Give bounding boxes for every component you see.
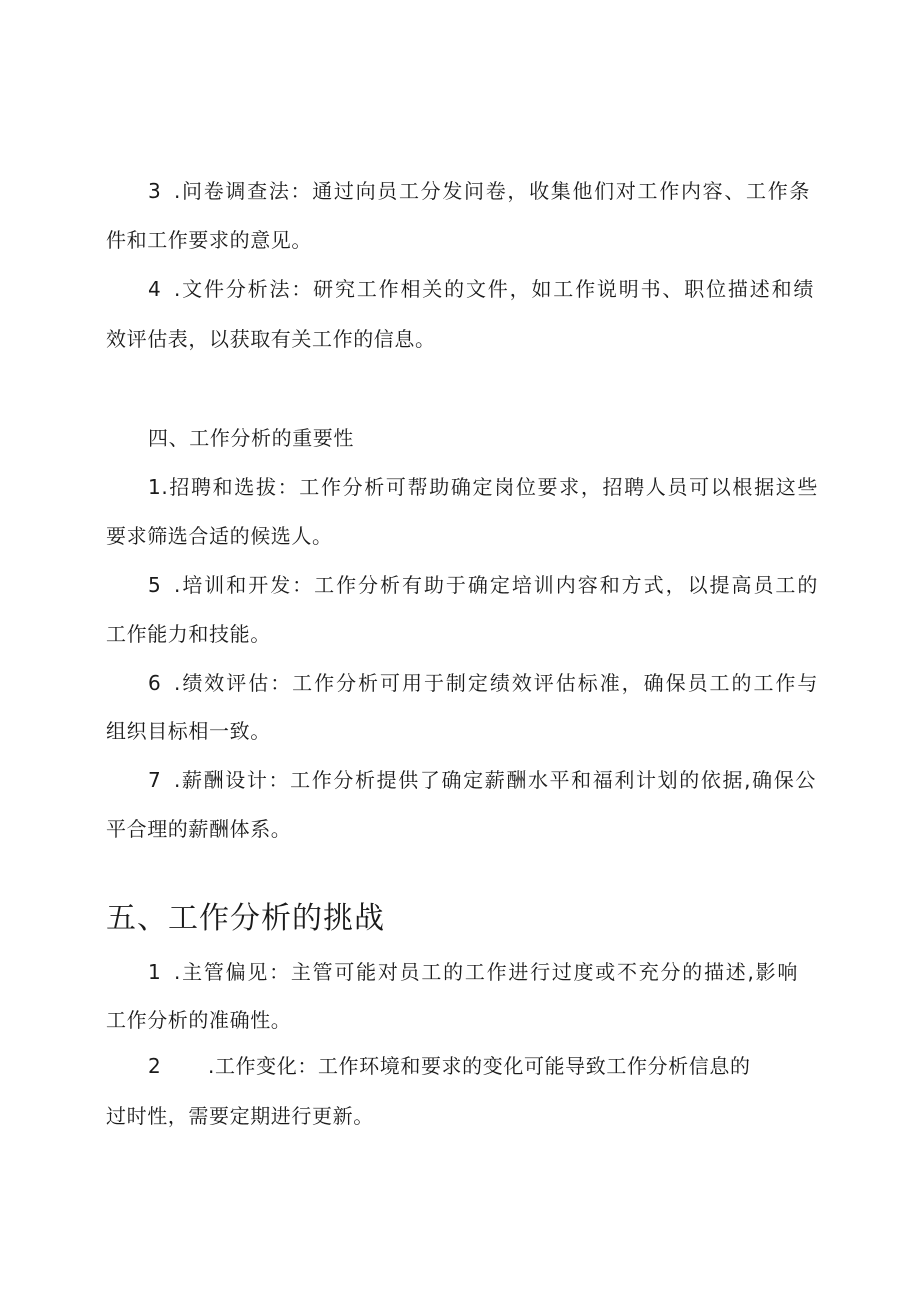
challenge-item-2-line1 xyxy=(148,1052,751,1080)
importance-item-1-line1: 1.招聘和选拔：工作分析可帮助确定岗位要求，招聘人员可以根据这些 xyxy=(148,475,818,499)
challenge-item-1-line2: 工作分析的准确性。 xyxy=(106,1008,292,1032)
item-text: .绩效评估：工作分析可用于制定绩效评估标准，确保员工的工作与 xyxy=(174,671,818,695)
item-text: .主管偏见：主管可能对员工的工作进行过度或不充分的描述,影响 xyxy=(174,960,798,984)
item-number: 4 xyxy=(148,277,162,301)
item-number: 3 xyxy=(148,179,162,203)
method-item-4-line2: 效评估表，以获取有关工作的信息。 xyxy=(106,327,436,351)
importance-item-7-line1 xyxy=(148,766,816,794)
item-text: .薪酬设计：工作分析提供了确定薪酬水平和福利计划的依据,确保公 xyxy=(174,768,816,792)
item-text: .问卷调查法：通过向员工分发问卷，收集他们对工作内容、工作条 xyxy=(174,179,810,203)
item-text: .文件分析法：研究工作相关的文件，如工作说明书、职位描述和绩 xyxy=(174,277,814,301)
importance-item-6-line2: 组织目标相一致。 xyxy=(106,719,271,743)
section-4-title: 四、工作分析的重要性 xyxy=(148,426,354,450)
importance-item-6-line1 xyxy=(148,669,818,697)
item-text: .工作变化：工作环境和要求的变化可能导致工作分析信息的 xyxy=(208,1054,751,1078)
importance-item-5-line1 xyxy=(148,571,818,599)
importance-item-7-line2: 平合理的薪酬体系。 xyxy=(106,817,292,841)
importance-item-1-line2: 要求筛选合适的候选人。 xyxy=(106,524,333,548)
method-item-4-line1 xyxy=(148,275,814,303)
method-item-3-line1 xyxy=(148,177,810,205)
challenge-item-1-line1 xyxy=(148,958,798,986)
method-item-3-line2: 件和工作要求的意见。 xyxy=(106,228,312,252)
item-number: 6 xyxy=(148,671,162,695)
item-number: 1 xyxy=(148,960,162,984)
challenge-item-2-line2: 过时性，需要定期进行更新。 xyxy=(106,1104,374,1128)
section-5-title: 五、工作分析的挑战 xyxy=(106,901,385,936)
item-number: 2 xyxy=(148,1054,162,1078)
item-text: .培训和开发：工作分析有助于确定培训内容和方式，以提高员工的 xyxy=(174,573,818,597)
item-number: 5 xyxy=(148,573,162,597)
importance-item-5-line2: 工作能力和技能。 xyxy=(106,622,271,646)
item-number: 7 xyxy=(148,768,162,792)
